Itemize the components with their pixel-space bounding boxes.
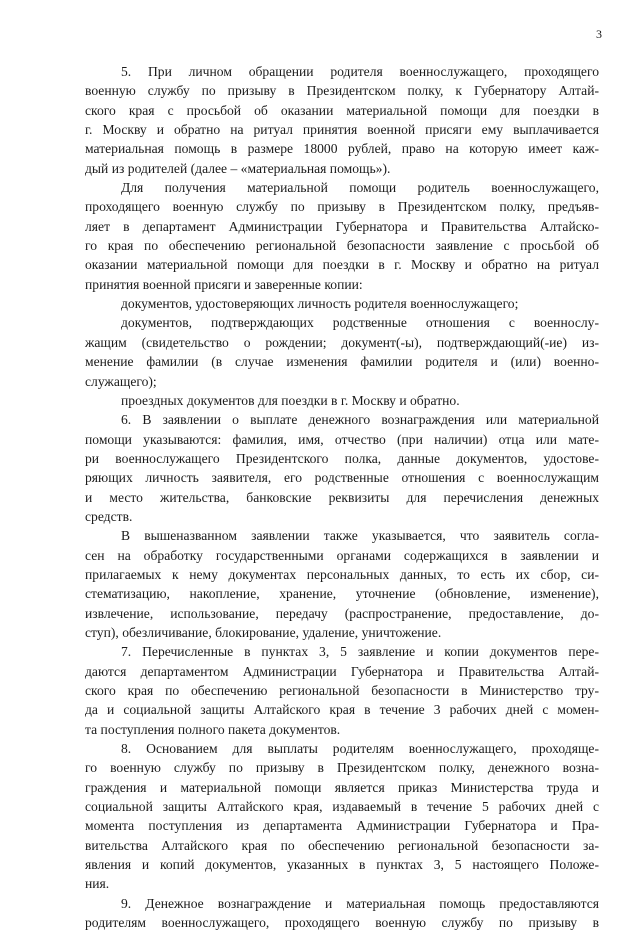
text-line: ляет в департамент Администрации Губернатора и Правительства Алтайско- <box>85 218 599 234</box>
text-line: принятия военной присяги и заверенные копии: <box>85 276 363 292</box>
text-line: ряющих личность заявителя, его родственные отношения с военнослужащим <box>85 470 599 486</box>
text-line: 8. Основанием для выплаты родителям военнослужащего, проходяще- <box>121 741 599 757</box>
text-line: служащего); <box>85 373 157 389</box>
text-line: вительства Алтайского края по обеспечению региональной безопасности за- <box>85 837 599 853</box>
text-line: явления и копий документов, указанных в пунктах 3, 5 настоящего Положе- <box>85 857 599 873</box>
page-number: 3 <box>596 27 602 41</box>
text-line: ния. <box>85 876 110 892</box>
text-line: 9. Денежное вознаграждение и материальная помощь предоставляются <box>121 895 599 911</box>
paragraph-p8 <box>85 739 599 894</box>
text-line: средств. <box>85 508 133 524</box>
text-line: стематизацию, накопление, хранение, уточнение (обновление, изменение), <box>85 586 599 602</box>
text-line: оказании материальной помощи для поездки в г. Москву и обратно на ритуал <box>85 257 599 273</box>
text-line: документов, подтверждающих родственные отношения с военнослу- <box>121 315 599 331</box>
text-line: та поступления полного пакета документов. <box>85 721 341 737</box>
text-line: военную службу по призыву в Президентском полку, к Губернатору Алтай- <box>85 83 599 99</box>
text-line: В вышеназванном заявлении также указывается, что заявитель согла- <box>121 528 599 544</box>
text-line: го военную службу по призыву в Президентском полку, денежного возна- <box>85 760 599 776</box>
text-line: и место жительства, банковские реквизиты для перечисления денежных <box>85 489 599 505</box>
paragraph-p7 <box>85 642 599 739</box>
text-line: г. Москву и обратно на ритуал принятия военной присяги ему выплачивается <box>85 122 599 138</box>
text-line: документов, удостоверяющих личность родителя военнослужащего; <box>121 296 519 312</box>
text-line: Для получения материальной помощи родитель военнослужащего, <box>121 180 599 196</box>
text-line: го края по обеспечению региональной безопасности заявление с просьбой об <box>85 238 599 254</box>
paragraph-p5e <box>85 391 599 410</box>
text-line: проходящего военную службу по призыву в Президентском полку, предъяв- <box>85 199 599 215</box>
text-line: даются департаментом Администрации Губернатора и Правительства Алтай- <box>85 663 599 679</box>
text-line: ского края с просьбой об оказании материальной помощи для поездки в <box>85 102 599 118</box>
text-line: граждения и материальной помощи является приказ Министерства труда и <box>85 779 599 795</box>
text-line: 5. При личном обращении родителя военнослужащего, проходящего <box>121 64 599 79</box>
paragraph-p6 <box>85 410 599 526</box>
text-line: жащим (свидетельство о рождении; документ(-ы), подтверждающий(-ие) из- <box>85 334 599 350</box>
text-line: дый из родителей (далее – «материальная помощь»). <box>85 160 391 176</box>
text-line: проездных документов для поездки в г. Москву и обратно. <box>121 392 460 408</box>
text-line: материальная помощь в размере 18000 рублей, право на которую имеет каж- <box>85 141 599 157</box>
text-line: ступ), обезличивание, блокирование, удаление, уничтожение. <box>85 624 442 640</box>
paragraph-p5b <box>85 178 599 294</box>
text-line: ского края по обеспечению региональной безопасности в Министерство тру- <box>85 683 599 698</box>
paragraph-p5c <box>85 294 599 313</box>
text-line: социальной защиты Алтайского края, издаваемый в течение 5 рабочих дней с <box>85 799 599 815</box>
text-line: менение фамилии (в случае изменения фамилии родителя и (или) военно- <box>85 354 599 370</box>
text-line: 7. Перечисленные в пунктах 3, 5 заявление и копии документов пере- <box>121 644 599 660</box>
text-line: помощи указываются: фамилия, имя, отчество (при наличии) отца или мате- <box>85 431 599 447</box>
paragraph-p5 <box>85 62 599 178</box>
text-line: ри военнослужащего Президентского полка, данные документов, удостове- <box>85 450 599 466</box>
text-line: родителям военнослужащего, проходящего военную службу по призыву в <box>85 915 599 931</box>
paragraph-p5d <box>85 313 599 390</box>
text-line: прилагаемых к нему документах персональных данных, то есть их сбор, си- <box>85 566 599 582</box>
text-line: извлечение, использование, передачу (распространение, предоставление, до- <box>85 605 599 621</box>
text-line: 6. В заявлении о выплате денежного вознаграждения или материальной <box>121 412 599 428</box>
paragraph-p9 <box>85 894 599 932</box>
body-text <box>85 62 599 932</box>
text-line: момента поступления из департамента Администрации Губернатора и Пра- <box>85 818 599 834</box>
paragraph-p6b <box>85 526 599 642</box>
text-line: да и социальной защиты Алтайского края в течение 3 рабочих дней с момен- <box>85 702 599 718</box>
text-line: сен на обработку государственными органами содержащихся в заявлении и <box>85 547 599 563</box>
